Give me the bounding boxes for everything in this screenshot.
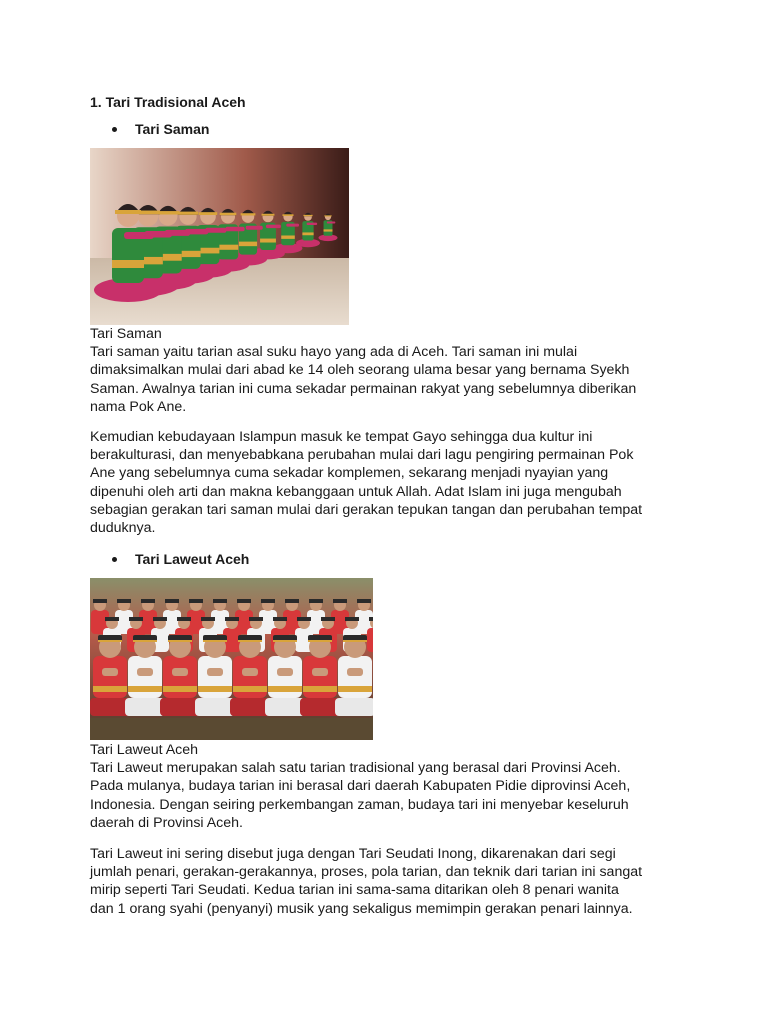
text-line: Kemudian kebudayaan Islampun masuk ke tempat Gayo sehingga dua kultur ini	[90, 429, 593, 445]
section-heading: 1. Tari Tradisional Aceh	[90, 94, 246, 110]
text-line: Tari Laweut merupakan salah satu tarian tradisional yang berasal dari Provinsi Aceh.	[90, 760, 621, 777]
text-line: Pada mulanya, budaya tarian ini berasal dari daerah Kabupaten Pidie diprovinsi Aceh,	[90, 778, 631, 795]
text-line: Ane yang sebelumnya cuma sekadar komplemen, sekarang menjadi nyayian yang	[90, 465, 609, 482]
text-line: mirip seperti Tari Seudati. Kedua tarian ini sama-sama ditarikan oleh 8 penari wanita	[90, 882, 619, 899]
caption-tari-saman: Tari Saman	[90, 326, 162, 342]
laweut-text-1	[90, 741, 690, 832]
bullet-tari-laweut	[112, 550, 249, 568]
bullet-dot-icon	[112, 557, 117, 562]
text-line: sebagian gerakan tari saman mulai dari gerakan tepukan tangan dan perubahan tempat	[90, 501, 643, 518]
bullet-tari-saman	[112, 120, 209, 138]
text-line: duduknya.	[90, 520, 156, 537]
laweut-dancers-illustration	[90, 578, 373, 740]
laweut-paragraph-2	[90, 845, 690, 918]
text-line: berakulturasi, dan menyebabkana perubahan mulai dari lagu pengiring permainan Pok	[90, 447, 634, 464]
saman-paragraph-1	[90, 343, 690, 416]
laweut-paragraph-1	[90, 759, 690, 832]
photo-tari-saman	[90, 148, 349, 325]
saman-dancers-illustration	[90, 148, 349, 325]
text-line: jumlah penari, gerakan-gerakannya, proses, pola tarian, dan teknik dari tarian ini sangat	[90, 864, 643, 881]
text-line: daerah di Provinsi Aceh.	[90, 814, 243, 831]
laweut-text-2	[90, 845, 690, 918]
text-line: Saman. Awalnya tarian ini cuma sekadar permainan rakyat yang sebelumnya diberikan	[90, 380, 637, 397]
saman-text-2	[90, 428, 690, 537]
text-line: Tari Laweut ini sering disebut juga dengan Tari Seudati Inong, dikarenakan dari segi	[90, 846, 616, 862]
text-line: dipenuhi oleh arti dan makna kebanggaan untuk Allah. Adat Islam ini juga mengubah	[90, 483, 622, 500]
bullet-label: Tari Laweut Aceh	[135, 551, 250, 567]
text-line: Tari saman yaitu tarian asal suku hayo yang ada di Aceh. Tari saman ini mulai	[90, 344, 578, 361]
bullet-dot-icon	[112, 127, 117, 132]
bullet-label: Tari Saman	[135, 121, 210, 137]
text-line: nama Pok Ane.	[90, 398, 187, 415]
saman-paragraph-2	[90, 428, 690, 537]
text-line: Indonesia. Dengan seiring perkembangan zaman, budaya tari ini menyebar keseluruh	[90, 796, 629, 813]
photo-tari-laweut	[90, 578, 373, 740]
text-line: dimaksimalkan mulai dari abad ke 14 oleh seorang ulama besar yang bernama Syekh	[90, 362, 630, 379]
text-line: dan 1 orang syahi (penyanyi) musik yang sekaligus memimpin gerakan penari lainnya.	[90, 900, 633, 917]
caption-tari-laweut: Tari Laweut Aceh	[90, 742, 199, 758]
saman-text-1	[90, 325, 690, 416]
